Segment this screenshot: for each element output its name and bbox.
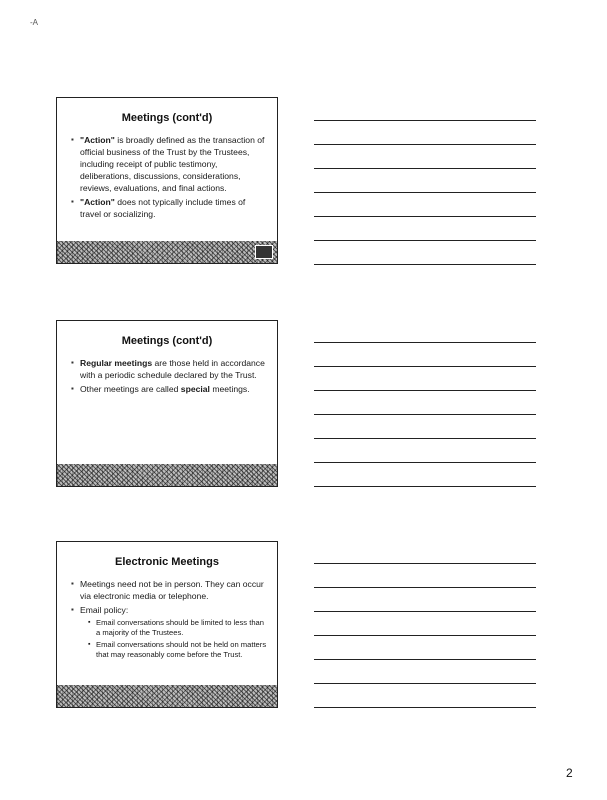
note-line xyxy=(314,462,536,463)
note-line xyxy=(314,264,536,265)
bullet-term: "Action" xyxy=(80,197,115,207)
bullet-text: does not typically include times of travel or socializing. xyxy=(80,197,246,219)
sub-bullet-item: ▪ Email conversations should not be held on matters that may reasonably come before the Trust. xyxy=(88,640,267,660)
bullet-term: "Action" xyxy=(80,135,115,145)
note-line xyxy=(314,366,536,367)
bullet-text: is broadly defined as the transaction of official business of the Trust by the Trustees, including receipt of public testimony, deliberations, discussions, considerations, reviews, evaluations, and final actions. xyxy=(80,135,265,193)
slide-3 xyxy=(56,541,278,708)
note-line xyxy=(314,438,536,439)
note-line xyxy=(314,240,536,241)
note-line xyxy=(314,659,536,660)
bullet-text: Meetings need not be in person. They can occur via electronic media or telephone. xyxy=(80,579,264,601)
note-line xyxy=(314,611,536,612)
note-line xyxy=(314,563,536,564)
bullet-term: Regular meetings xyxy=(80,358,153,368)
note-line xyxy=(314,342,536,343)
note-line xyxy=(314,144,536,145)
bullet-item xyxy=(71,196,267,220)
note-line xyxy=(314,120,536,121)
note-line xyxy=(314,587,536,588)
bullet-text: Other meetings are called xyxy=(80,384,181,394)
note-line xyxy=(314,192,536,193)
slide-footer-pattern xyxy=(57,685,277,707)
sub-bullet-item: ▪ Email conversations should be limited to less than a majority of the Trustees. xyxy=(88,618,267,638)
note-line xyxy=(314,414,536,415)
bullet-item xyxy=(71,578,267,602)
bullet-list xyxy=(57,357,277,395)
bullet-item xyxy=(71,604,267,660)
slide-footer-pattern xyxy=(57,241,277,263)
slide-title: Meetings (cont'd) xyxy=(121,112,213,124)
note-line xyxy=(314,486,536,487)
page-number: 2 xyxy=(566,766,573,780)
sub-bullet-list xyxy=(80,618,267,660)
slide-1 xyxy=(56,97,278,264)
note-line xyxy=(314,707,536,708)
logo-icon xyxy=(255,245,273,259)
bullet-term: special xyxy=(180,384,210,394)
bullet-list xyxy=(57,134,277,220)
note-line xyxy=(314,216,536,217)
note-line xyxy=(314,168,536,169)
bullet-item xyxy=(71,383,267,395)
note-line xyxy=(314,635,536,636)
bullet-item xyxy=(71,134,267,194)
slide-footer-pattern xyxy=(57,464,277,486)
bullet-list xyxy=(57,578,277,660)
note-line xyxy=(314,390,536,391)
bullet-item xyxy=(71,357,267,381)
slide-title: Meetings (cont'd) xyxy=(121,335,213,347)
bullet-text: meetings. xyxy=(209,384,250,394)
slide-title: Electronic Meetings xyxy=(115,556,219,568)
bullet-text: are those held in accordance with a periodic schedule declared by the Trust. xyxy=(80,358,265,380)
bullet-text: Email policy: xyxy=(80,605,129,615)
slide-2 xyxy=(56,320,278,487)
corner-mark: -A xyxy=(30,18,38,27)
note-line xyxy=(314,683,536,684)
